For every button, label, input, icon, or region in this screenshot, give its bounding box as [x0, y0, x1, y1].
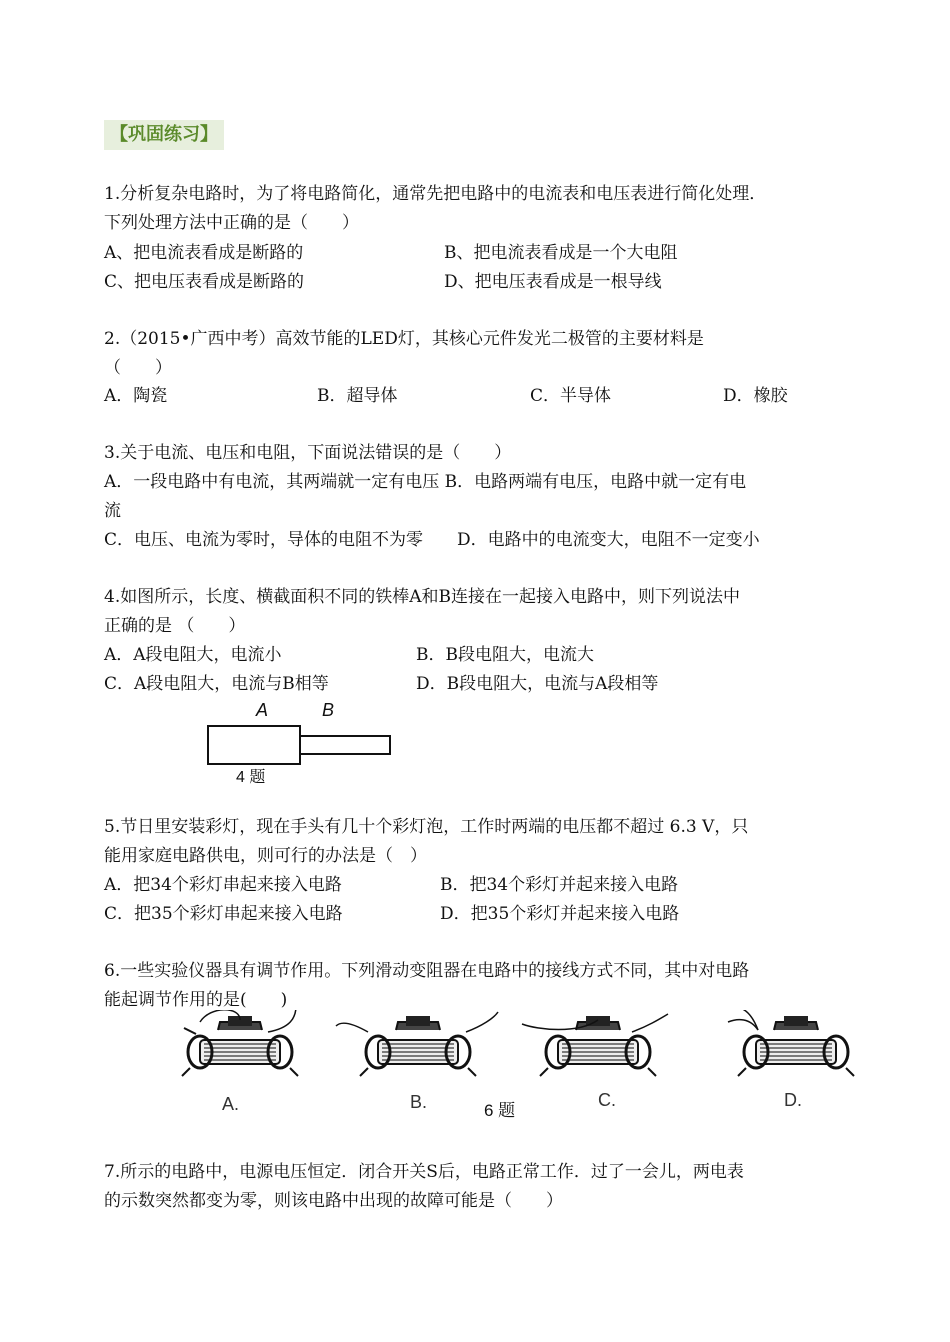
- q6-label-c: C.: [598, 1090, 616, 1110]
- q4-bar-b: [300, 736, 390, 754]
- q5-stem-line1: 5.节日里安装彩灯，现在手头有几十个彩灯泡，工作时两端的电压都不超过 6.3 V，只: [104, 817, 749, 837]
- q4-fig-label-a: A: [256, 700, 269, 720]
- q3-options-ab: A．一段电路中有电流，其两端就一定有电压 B．电路两端有电压，电路中就一定有电: [104, 472, 747, 492]
- q6-label-b: B.: [410, 1092, 428, 1112]
- q4-figure-iron-bars: [200, 696, 400, 790]
- q1-option-c: C、把电压表看成是断路的: [104, 272, 305, 292]
- q4-option-c: C．A段电阻大，电流与B相等: [104, 674, 329, 694]
- q1-stem-line2: 下列处理方法中正确的是（ ）: [104, 213, 359, 233]
- rheostat-b: [336, 1012, 498, 1076]
- q4-option-d: D．B段电阻大，电流与A段相等: [416, 674, 659, 694]
- rheostat-d: [728, 1010, 854, 1076]
- q4-option-a: A．A段电阻大，电流小: [104, 645, 282, 665]
- q1-option-d: D、把电压表看成是一根导线: [444, 272, 662, 292]
- q5-option-a: A．把34个彩灯串起来接入电路: [104, 875, 342, 895]
- q1-option-b: B、把电流表看成是一个大电阻: [444, 243, 678, 263]
- q6-stem-line2: 能起调节作用的是( ): [104, 990, 288, 1010]
- q4-bar-a: [208, 726, 300, 764]
- rheostat-a: [182, 1010, 298, 1076]
- q2-option-b: B．超导体: [317, 386, 398, 406]
- q1-option-a: A、把电流表看成是断路的: [104, 243, 304, 263]
- q4-fig-caption: 4 题: [236, 769, 266, 786]
- q3-options-cd: C．电压、电流为零时，导体的电阻不为零 D．电路中的电流变大，电阻不一定变小: [104, 530, 760, 550]
- q7-stem-line2: 的示数突然都变为零，则该电路中出现的故障可能是（ ）: [104, 1191, 563, 1211]
- q6-stem-line1: 6.一些实验仪器具有调节作用。下列滑动变阻器在电路中的接线方式不同，其中对电路: [104, 961, 750, 981]
- q6-label-d: D.: [784, 1090, 802, 1110]
- q5-option-c: C．把35个彩灯串起来接入电路: [104, 904, 343, 924]
- section-title: 【巩固练习】: [104, 120, 224, 150]
- q6-label-a: A.: [222, 1094, 240, 1114]
- q2-option-d: D．橡胶: [723, 386, 788, 406]
- q6-figure-rheostats: [180, 1010, 860, 1120]
- q6-fig-caption: 6 题: [484, 1101, 516, 1120]
- rheostat-c: [522, 1014, 668, 1076]
- q4-fig-label-b: B: [322, 700, 335, 720]
- q1-stem-line1: 1.分析复杂电路时，为了将电路简化，通常先把电路中的电流表和电压表进行简化处理．: [104, 184, 767, 204]
- q3-options-ab-wrap: 流: [104, 501, 121, 521]
- q4-option-b: B．B段电阻大，电流大: [416, 645, 594, 665]
- q7-stem-line1: 7.所示的电路中，电源电压恒定．闭合开关S后，电路正常工作．过了一会儿，两电表: [104, 1162, 744, 1182]
- q5-option-b: B．把34个彩灯并起来接入电路: [440, 875, 679, 895]
- q3-stem: 3.关于电流、电压和电阻，下面说法错误的是（ ）: [104, 443, 512, 463]
- q4-stem-line1: 4.如图所示，长度、横截面积不同的铁棒A和B连接在一起接入电路中，则下列说法中: [104, 587, 740, 607]
- q5-option-d: D．把35个彩灯并起来接入电路: [440, 904, 680, 924]
- q5-stem-line2: 能用家庭电路供电，则可行的办法是（ ）: [104, 846, 427, 866]
- q2-option-c: C．半导体: [530, 386, 612, 406]
- q2-stem-line1: 2.（2015•广西中考）高效节能的LED灯，其核心元件发光二极管的主要材料是: [104, 329, 704, 349]
- q2-option-a: A．陶瓷: [104, 386, 168, 406]
- q4-stem-line2: 正确的是 （ ）: [104, 616, 246, 636]
- q2-stem-line2: （ ）: [104, 358, 172, 378]
